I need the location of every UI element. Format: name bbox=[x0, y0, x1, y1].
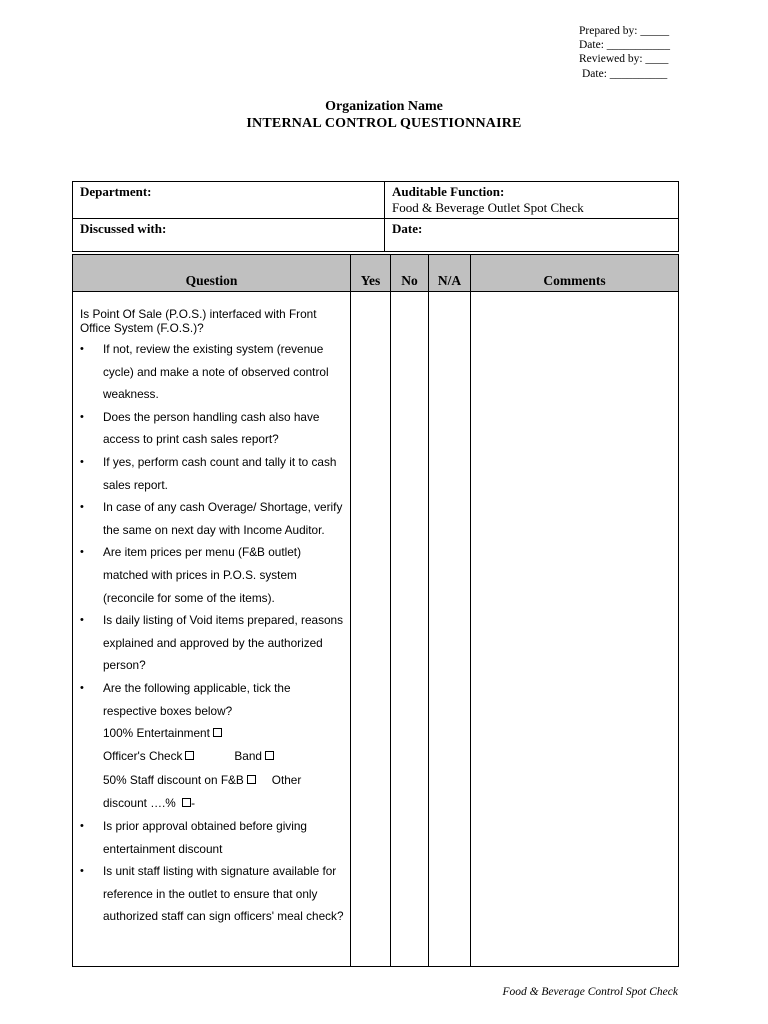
na-cell[interactable] bbox=[429, 292, 471, 967]
list-item: • Are item prices per menu (F&B outlet) matched with prices in P.O.S. system (reconcile for some of the items). bbox=[80, 541, 344, 609]
option-line-entertainment: 100% Entertainment bbox=[103, 722, 344, 745]
organization-name: Organization Name bbox=[325, 99, 443, 114]
document-title: INTERNAL CONTROL QUESTIONNAIRE bbox=[246, 116, 522, 131]
discussed-with-cell bbox=[73, 219, 385, 252]
auditable-function-label: Auditable Function: bbox=[392, 184, 505, 199]
na-header: N/A bbox=[429, 255, 471, 292]
bullet-icon: • bbox=[80, 501, 84, 514]
list-item: • Is prior approval obtained before giving entertainment discount bbox=[80, 815, 344, 860]
comments-cell[interactable] bbox=[471, 292, 679, 967]
no-header: No bbox=[391, 255, 429, 292]
list-item: • Are the following applicable, tick the respective boxes below? 100% Entertainment Officer's Check Band 50% Staff discount on F&B Other discount ….% - bbox=[80, 677, 344, 815]
question-intro: Is Point Of Sale (P.O.S.) interfaced with Front Office System (F.O.S.)? bbox=[80, 307, 317, 335]
checkbox-staff-discount[interactable] bbox=[247, 775, 256, 784]
bullet-icon: • bbox=[80, 614, 84, 627]
bullet-icon: • bbox=[80, 681, 84, 694]
option-line-staff-discount: 50% Staff discount on F&B Other bbox=[103, 772, 302, 787]
auditable-function-value: Food & Beverage Outlet Spot Check bbox=[392, 200, 584, 215]
auditable-function-cell bbox=[385, 182, 679, 219]
bullet-icon: • bbox=[80, 819, 84, 832]
yes-header: Yes bbox=[351, 255, 391, 292]
checkbox-other-discount[interactable] bbox=[182, 798, 191, 807]
checkbox-officers-check[interactable] bbox=[185, 751, 194, 760]
title-block bbox=[0, 98, 768, 133]
no-cell[interactable] bbox=[391, 292, 429, 967]
checkbox-entertainment[interactable] bbox=[213, 728, 222, 737]
list-item: • If not, review the existing system (revenue cycle) and make a note of observed control weakness. bbox=[80, 338, 344, 406]
department-cell bbox=[73, 182, 385, 219]
table-row bbox=[73, 292, 679, 967]
list-item: • Is daily listing of Void items prepared, reasons explained and approved by the authorized person? bbox=[80, 609, 344, 677]
list-item: • If yes, perform cash count and tally it to cash sales report. bbox=[80, 451, 344, 496]
info-table bbox=[72, 181, 679, 252]
prepared-by: Prepared by: _____ bbox=[579, 25, 670, 37]
option-line-officers-band: Officer's Check Band bbox=[103, 745, 344, 768]
bullet-icon: • bbox=[80, 455, 84, 468]
discussed-with-label: Discussed with: bbox=[80, 221, 167, 236]
option-line-other-discount: discount ….% - bbox=[103, 795, 195, 810]
bullet-icon: • bbox=[80, 410, 84, 423]
department-label: Department: bbox=[80, 184, 152, 199]
yes-cell[interactable] bbox=[351, 292, 391, 967]
question-header: Question bbox=[73, 255, 351, 292]
question-cell bbox=[73, 292, 351, 967]
bullet-icon: • bbox=[80, 343, 84, 355]
comments-header: Comments bbox=[471, 255, 679, 292]
prepared-date: Date: ___________ bbox=[579, 39, 671, 52]
list-item: • In case of any cash Overage/ Shortage, verify the same on next day with Income Auditor. bbox=[80, 496, 344, 541]
bullet-icon: • bbox=[80, 865, 84, 878]
questionnaire-header-row bbox=[73, 255, 679, 292]
list-item: • Is unit staff listing with signature available for reference in the outlet to ensure that only authorized staff can sign officers' meal check? bbox=[80, 860, 344, 928]
question-bullets bbox=[80, 338, 344, 928]
questionnaire-table bbox=[72, 254, 679, 967]
date-label: Date: bbox=[392, 221, 423, 236]
bullet-icon: • bbox=[80, 546, 84, 559]
reviewed-by: Reviewed by: ____ bbox=[579, 53, 669, 66]
checkbox-band[interactable] bbox=[265, 751, 274, 760]
page-footer: Food & Beverage Control Spot Check bbox=[502, 986, 678, 998]
date-cell bbox=[385, 219, 679, 252]
reviewed-date: Date: __________ bbox=[582, 67, 668, 80]
signoff-block bbox=[579, 24, 689, 81]
list-item: • Does the person handling cash also have access to print cash sales report? bbox=[80, 406, 344, 451]
